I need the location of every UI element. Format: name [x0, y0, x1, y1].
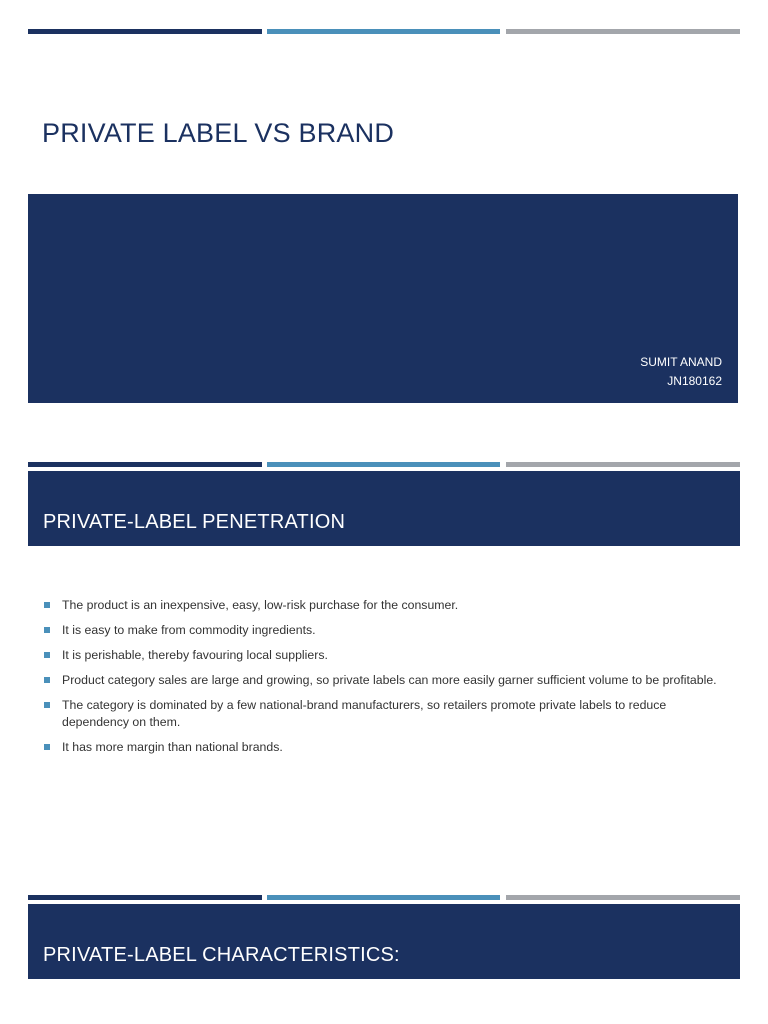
accent-bar-gray: [506, 462, 740, 467]
bullet-square-icon: [44, 677, 50, 683]
author-name: SUMIT ANAND: [640, 355, 722, 369]
bullet-text: It is easy to make from commodity ingredients.: [62, 623, 316, 637]
accent-bar-blue: [267, 895, 500, 900]
bullet-item: [44, 739, 724, 756]
bullet-text: It has more margin than national brands.: [62, 740, 283, 754]
slide-3-title: PRIVATE-LABEL CHARACTERISTICS:: [43, 944, 400, 966]
bullet-item: [44, 647, 724, 664]
slide-3-header-band: [28, 904, 740, 979]
bullet-text: The category is dominated by a few national-brand manufacturers, so retailers promote private labels to reduce dependency on them.: [62, 698, 667, 729]
bullet-text: It is perishable, thereby favouring local suppliers.: [62, 648, 328, 662]
accent-bar-blue: [267, 29, 500, 34]
bullet-square-icon: [44, 744, 50, 750]
bullet-list: [44, 597, 724, 764]
bullet-text: Product category sales are large and growing, so private labels can more easily garner sufficient volume to be profitable.: [62, 673, 717, 687]
author-id: JN180162: [667, 374, 722, 388]
bullet-square-icon: [44, 652, 50, 658]
bullet-text: The product is an inexpensive, easy, low-risk purchase for the consumer.: [62, 598, 459, 612]
accent-bar-gray: [506, 895, 740, 900]
accent-bar-blue: [267, 462, 500, 467]
accent-bar-navy: [28, 29, 262, 34]
accent-bar-navy: [28, 895, 262, 900]
bullet-item: [44, 622, 724, 639]
bullet-square-icon: [44, 702, 50, 708]
bullet-square-icon: [44, 627, 50, 633]
slide-2-header-band: [28, 471, 740, 546]
bullet-item: [44, 697, 724, 731]
bullet-item: [44, 672, 724, 689]
slide-1-title: PRIVATE LABEL VS BRAND: [42, 118, 395, 148]
bullet-square-icon: [44, 602, 50, 608]
title-band: [28, 194, 738, 403]
bullet-item: [44, 597, 724, 614]
slide-2-title: PRIVATE-LABEL PENETRATION: [43, 511, 346, 533]
accent-bar-gray: [506, 29, 740, 34]
author-block: [640, 353, 722, 391]
accent-bar-navy: [28, 462, 262, 467]
